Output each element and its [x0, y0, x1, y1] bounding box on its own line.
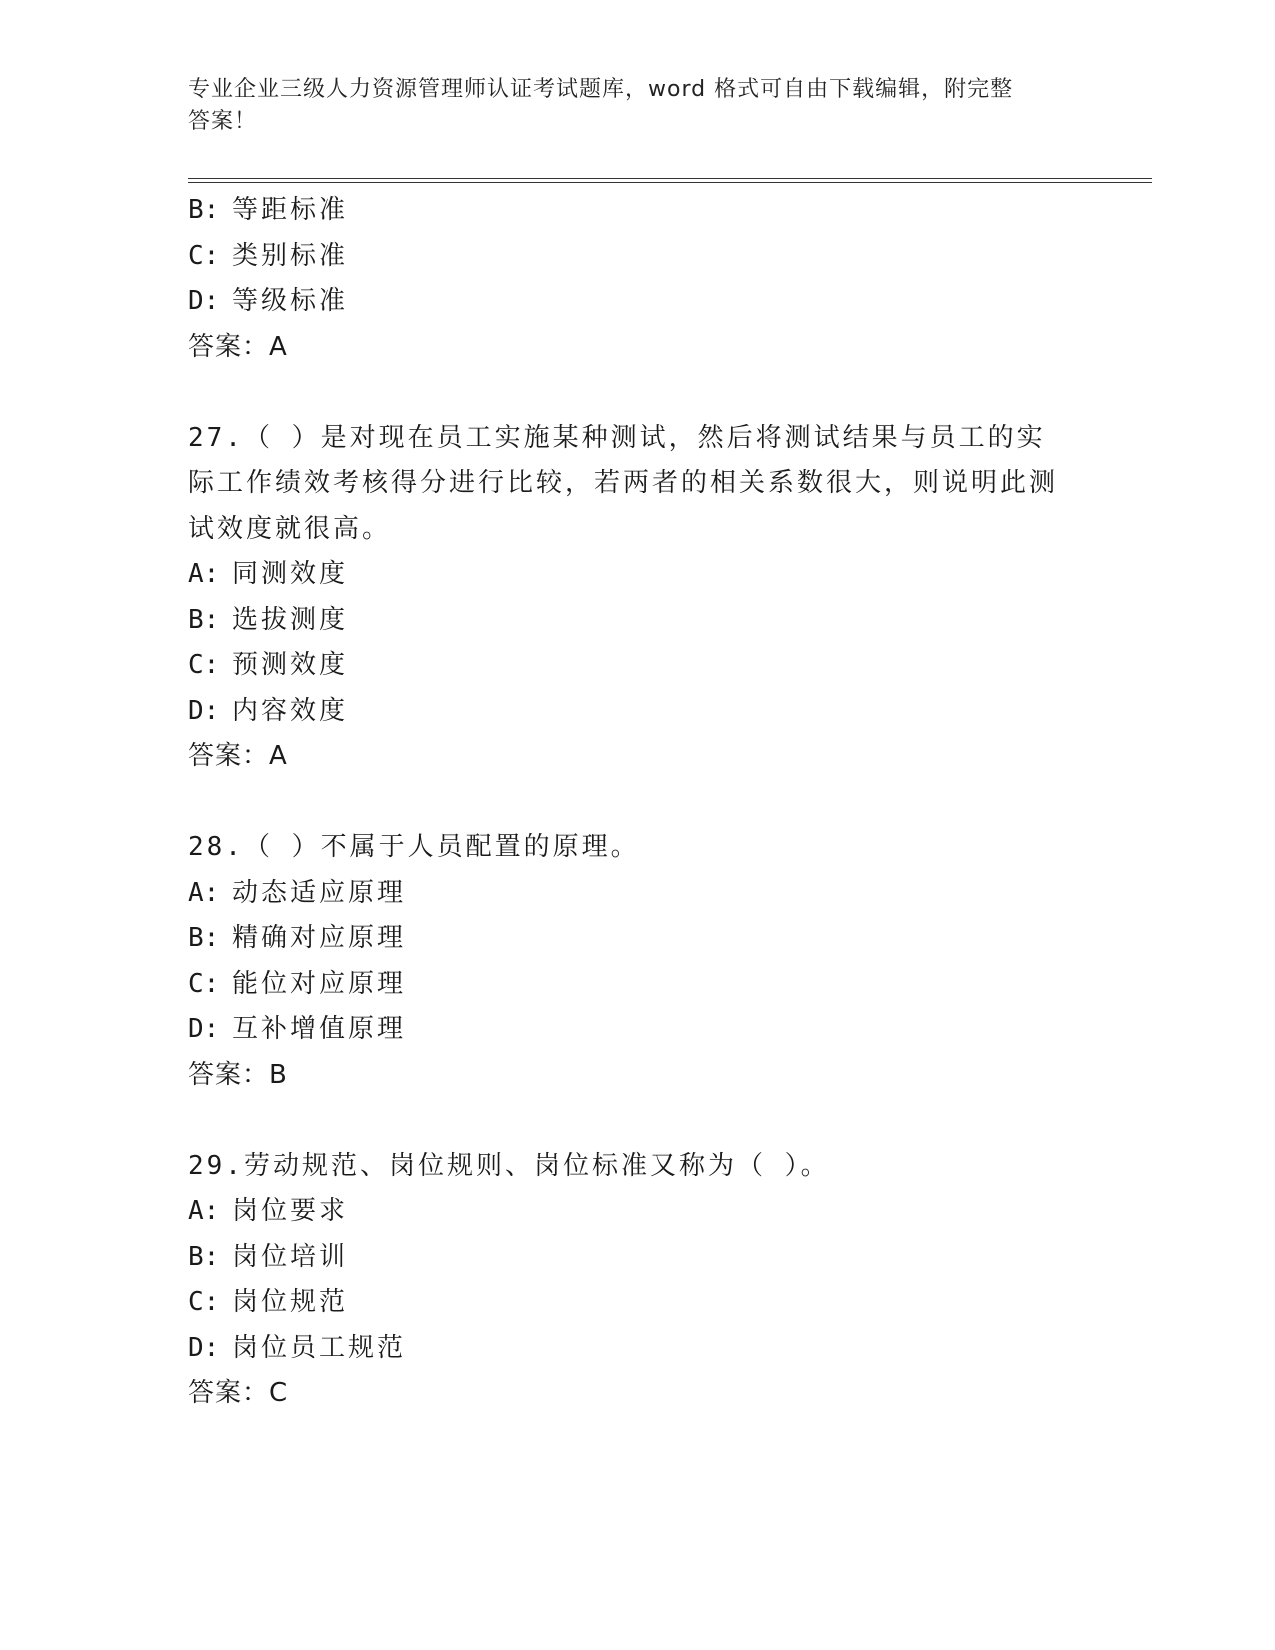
document-header: [188, 74, 1088, 138]
header-divider-bottom: [188, 182, 1152, 183]
option-a: A: 岗位要求: [188, 1196, 349, 1226]
header-line-1: 专业企业三级人力资源管理师认证考试题库，word 格式可自由下载编辑，附完整: [188, 77, 1014, 102]
option-a: A: 动态适应原理: [188, 877, 407, 908]
option-c: C: 预测效度: [188, 650, 349, 680]
option-d: D: 内容效度: [188, 695, 349, 726]
question-text-line: 29.劳动规范、岗位规则、岗位标准又称为（ ）。: [188, 1150, 830, 1181]
option-d: D: 互补增值原理: [188, 1014, 407, 1044]
option-b: B: 选拔测度: [188, 604, 349, 635]
header-line-2: 答案！: [188, 109, 258, 134]
option-b: B: 岗位培训: [188, 1241, 349, 1272]
option-b: B: 精确对应原理: [188, 923, 407, 953]
option-d: D: 等级标准: [188, 286, 349, 316]
answer: 答案：B: [188, 1059, 288, 1090]
question-27: [188, 416, 1118, 780]
option-c: C: 类别标准: [188, 240, 349, 271]
option-c: C: 岗位规范: [188, 1287, 349, 1317]
answer: 答案：C: [188, 1378, 289, 1408]
question-28: [188, 825, 1118, 1098]
answer: 答案：A: [188, 741, 288, 771]
question-26-continuation: [188, 188, 1118, 370]
header-divider-top: [188, 178, 1152, 179]
option-b: B: 等距标准: [188, 195, 349, 225]
question-text-line: 27.（ ）是对现在员工实施某种测试，然后将测试结果与员工的实: [188, 422, 1046, 453]
question-29: [188, 1144, 1118, 1417]
option-c: C: 能位对应原理: [188, 968, 407, 999]
answer: 答案：A: [188, 331, 288, 362]
option-a: A: 同测效度: [188, 559, 349, 589]
question-content: [188, 188, 1118, 1417]
question-text-line: 28.（ ）不属于人员配置的原理。: [188, 832, 640, 862]
question-text-line: 试效度就很高。: [188, 513, 392, 544]
question-text-line: 际工作绩效考核得分进行比较，若两者的相关系数很大，则说明此测: [188, 468, 1059, 498]
option-d: D: 岗位员工规范: [188, 1332, 407, 1363]
